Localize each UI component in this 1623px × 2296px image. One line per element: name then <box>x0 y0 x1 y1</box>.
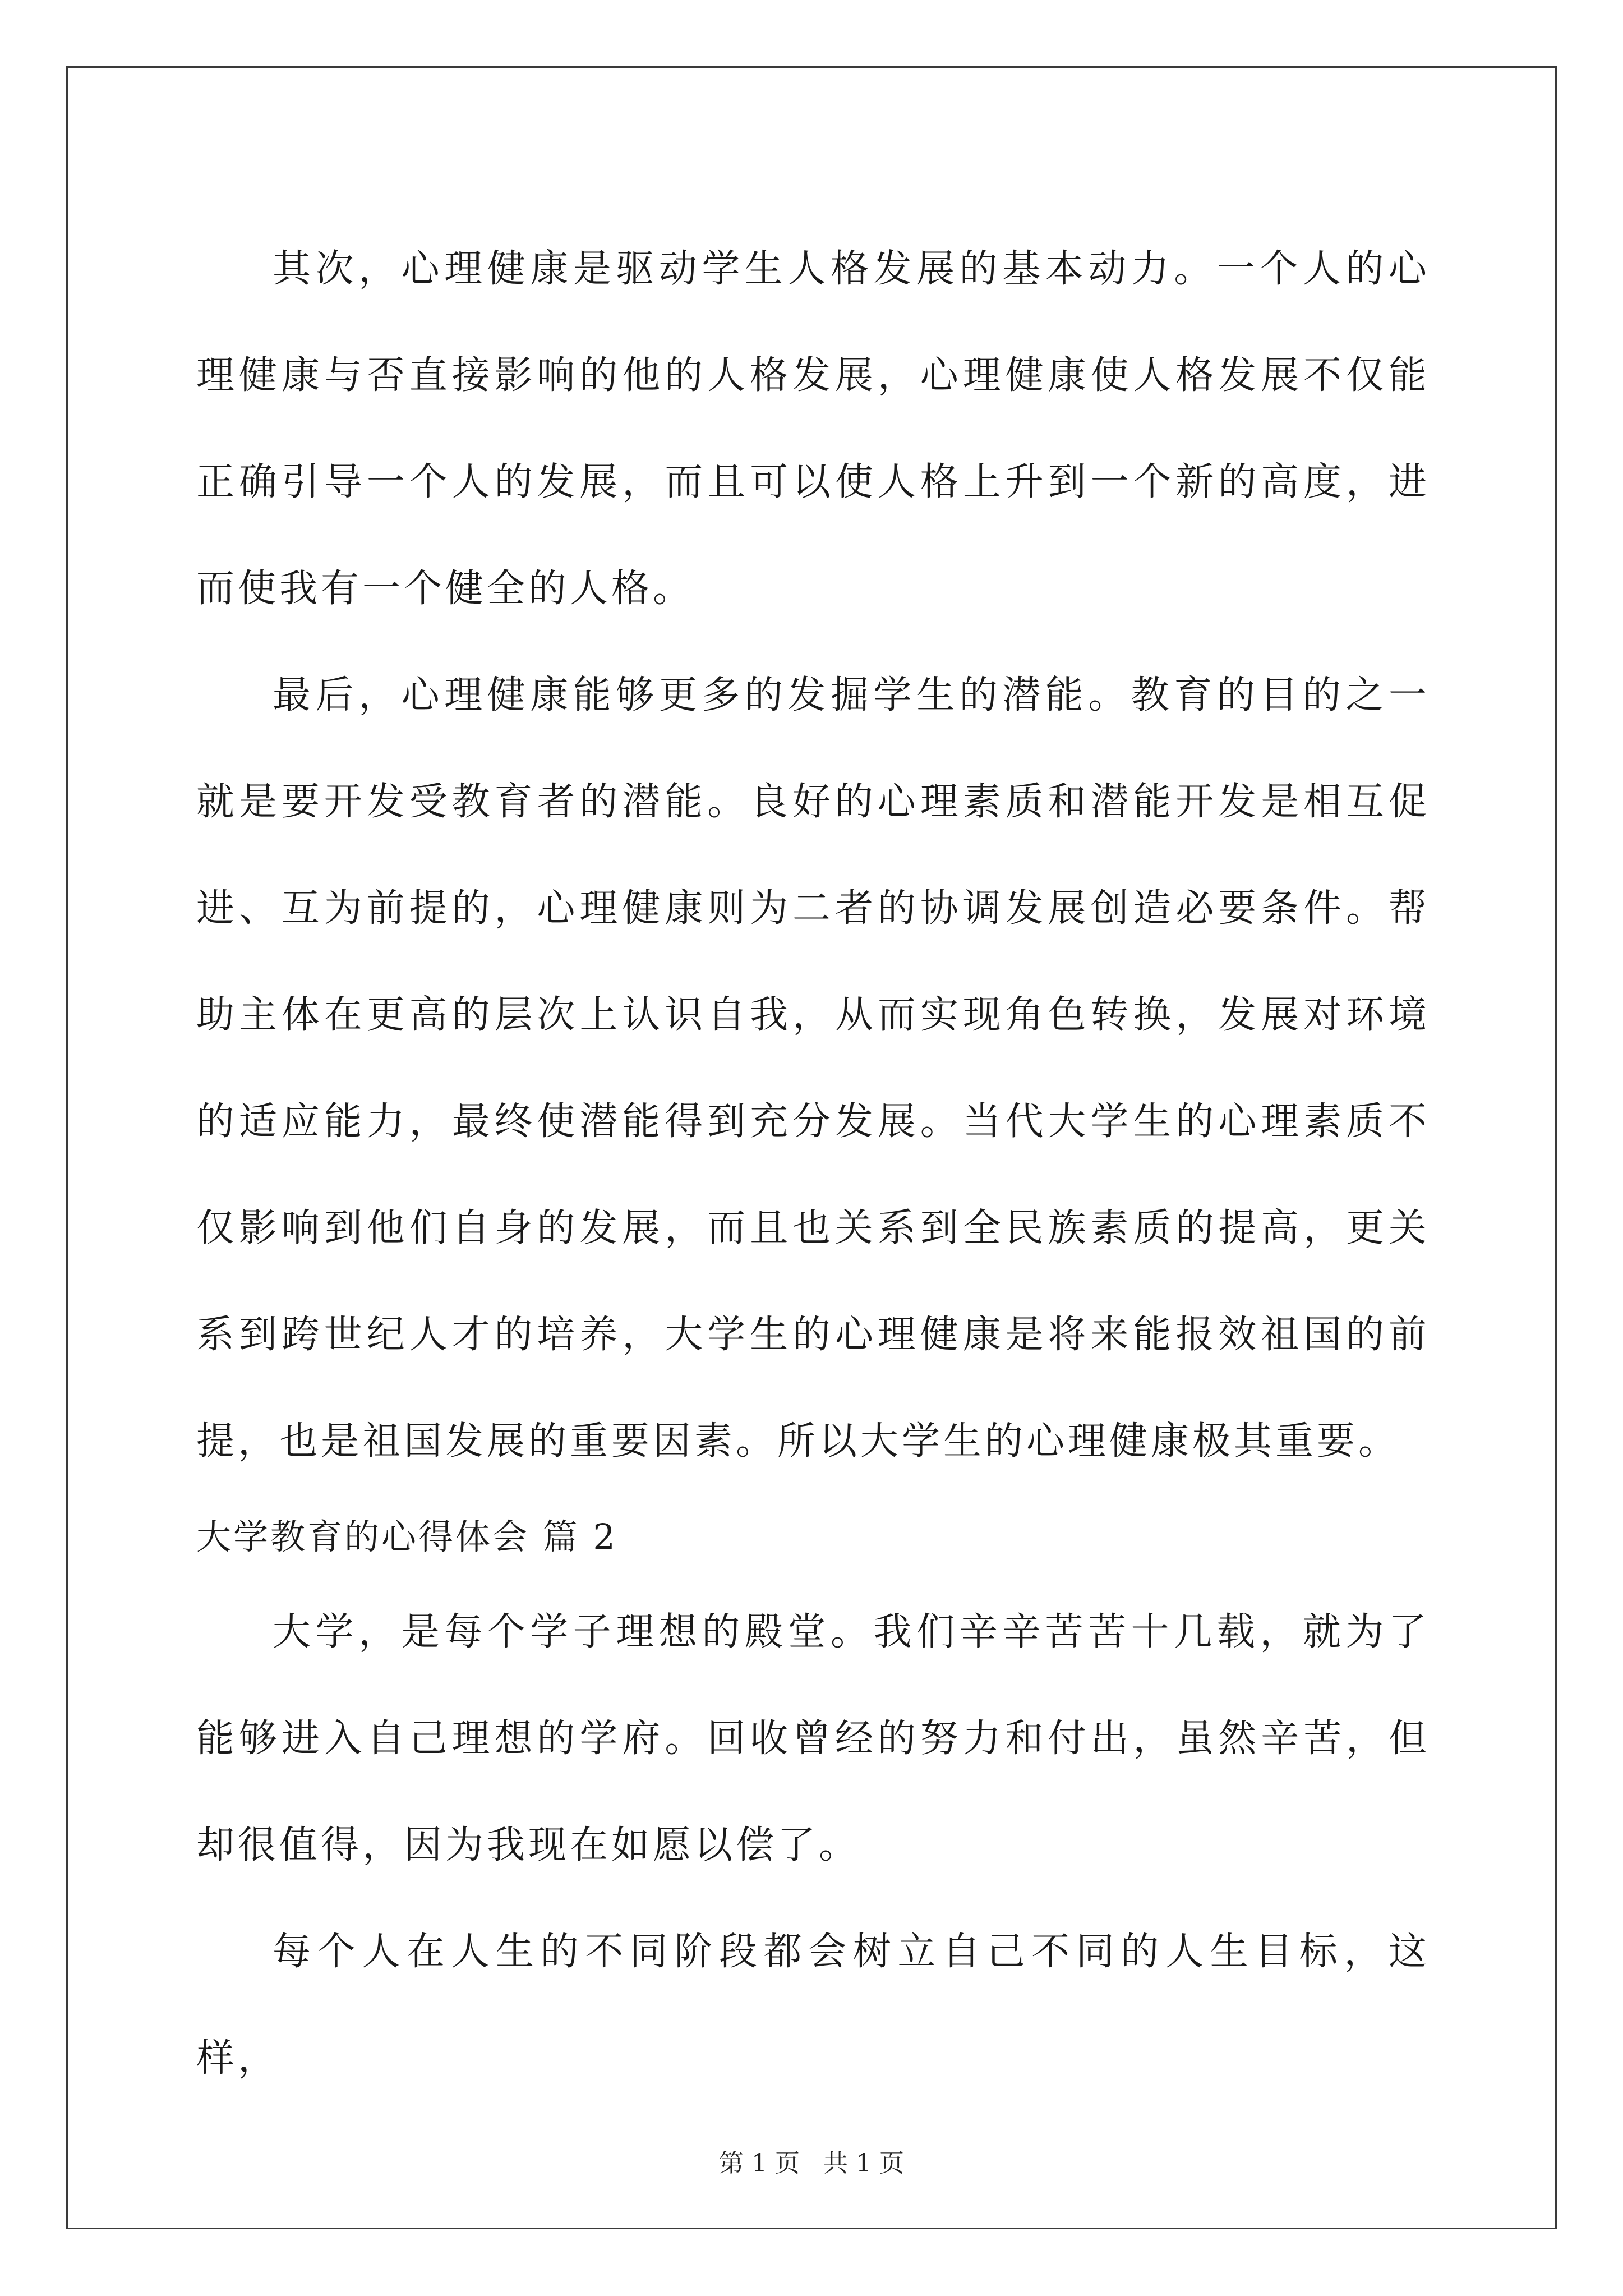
document-body <box>196 216 1430 2112</box>
paragraph-1: 其次，心理健康是驱动学生人格发展的基本动力。一个人的心理健康与否直接影响的他的人格发展，心理健康使人格发展不仅能正确引导一个人的发展，而且可以使人格上升到一个新的高度，进而使我有一个健全的人格。 <box>196 247 1430 611</box>
section-paragraph-2: 每个人在人生的不同阶段都会树立自己不同的人生目标，这样， <box>196 1930 1430 2081</box>
section-heading: 大学教育的心得体会 篇 2 <box>196 1516 617 1557</box>
page-footer: 第 1 页 共 1 页 <box>719 2149 904 2178</box>
section-paragraph-1: 大学，是每个学子理想的殿堂。我们辛辛苦苦十几载，就为了能够进入自己理想的学府。回收曾经的努力和付出，虽然辛苦，但却很值得，因为我现在如愿以偿了。 <box>196 1610 1430 1867</box>
paragraph-2: 最后，心理健康能够更多的发掘学生的潜能。教育的目的之一就是要开发受教育者的潜能。良好的心理素质和潜能开发是相互促进、互为前提的，心理健康则为二者的协调发展创造必要条件。帮助主体在更高的层次上认识自我，从而实现角色转换，发展对环境的适应能力，最终使潜能得到充分发展。当代大学生的心理素质不仅影响到他们自身的发展，而且也关系到全民族素质的提高，更关系到跨世纪人才的培养，大学生的心理健康是将来能报效祖国的前提，也是祖国发展的重要因素。所以大学生的心理健康极其重要。 <box>196 673 1430 1464</box>
